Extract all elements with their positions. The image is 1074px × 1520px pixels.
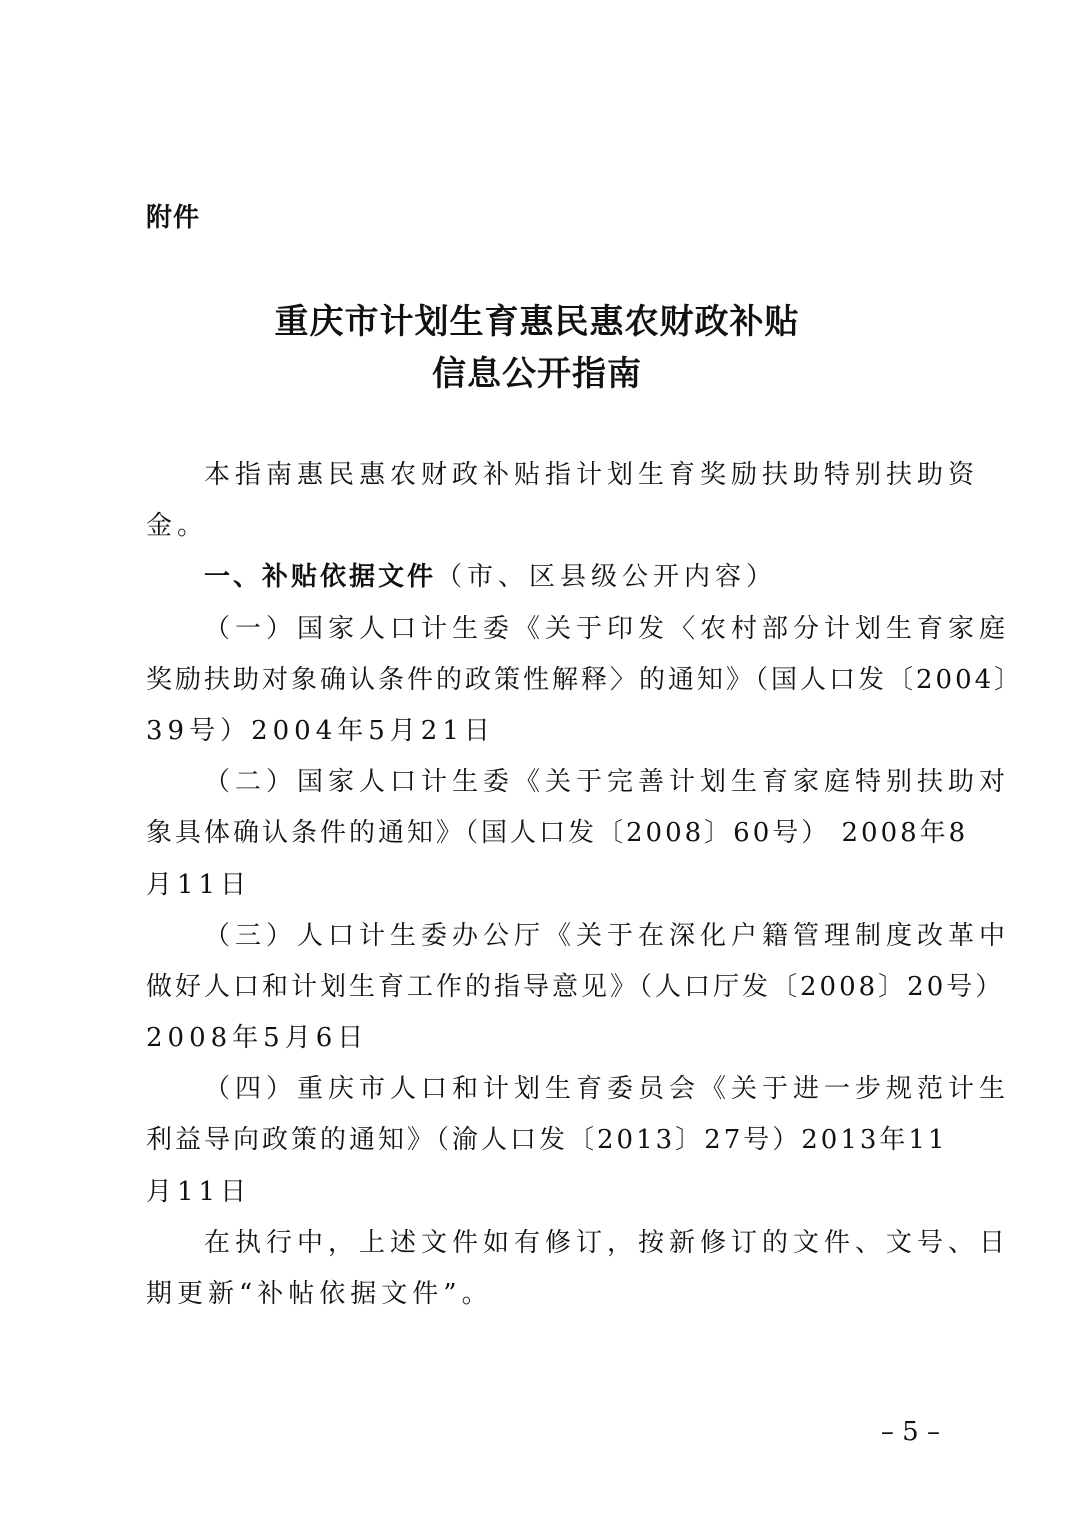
item2-line-3: 月11日 <box>146 869 252 900</box>
item2-line-1: （二）国家人口计生委《关于完善计划生育家庭特别扶助对 <box>204 767 1011 798</box>
item4-line-2: 利益导向政策的通知》（渝人口发〔2013〕27号）2013年11 <box>146 1125 948 1156</box>
item4-line-3: 月11日 <box>146 1176 252 1207</box>
document-title <box>0 296 1074 400</box>
item2-line-2: 象具体确认条件的通知》（国人口发〔2008〕60号） 2008年8 <box>146 818 969 849</box>
item3-line-2: 做好人口和计划生育工作的指导意见》（人口厅发〔2008〕20号） <box>146 971 1005 1002</box>
item3-line-1: （三）人口计生委办公厅《关于在深化户籍管理制度改革中 <box>204 920 1011 951</box>
closing-line-1: 在执行中，上述文件如有修订，按新修订的文件、文号、日 <box>204 1227 1011 1258</box>
item1-line-1: （一）国家人口计生委《关于印发〈农村部分计划生育家庭 <box>204 613 1011 644</box>
title-line-2: 信息公开指南 <box>432 354 642 394</box>
item1-line-2: 奖励扶助对象确认条件的政策性解释〉的通知》（国人口发〔2004〕 <box>146 664 1024 695</box>
section1-heading-line <box>146 552 942 603</box>
intro-line-2: 金。 <box>146 511 209 542</box>
title-line-1: 重庆市计划生育惠民惠农财政补贴 <box>274 302 800 342</box>
document-body <box>146 450 1024 1320</box>
item3-line-3: 2008年5月6日 <box>146 1023 369 1054</box>
item4-line-1: （四）重庆市人口和计划生育委员会《关于进一步规范计生 <box>204 1074 1011 1105</box>
page-number: – 5 – <box>880 1417 940 1447</box>
section1-heading: 一、补贴依据文件 <box>204 562 437 593</box>
intro-line-1: 本指南惠民惠农财政补贴指计划生育奖励扶助特别扶助资 <box>204 460 980 490</box>
closing-line-2: 期更新“补帖依据文件”。 <box>146 1279 493 1309</box>
attachment-label: 附件 <box>146 203 201 233</box>
item1-line-3: 39号）2004年5月21日 <box>146 715 495 746</box>
section1-note: （市、区县级公开内容） <box>436 562 778 593</box>
